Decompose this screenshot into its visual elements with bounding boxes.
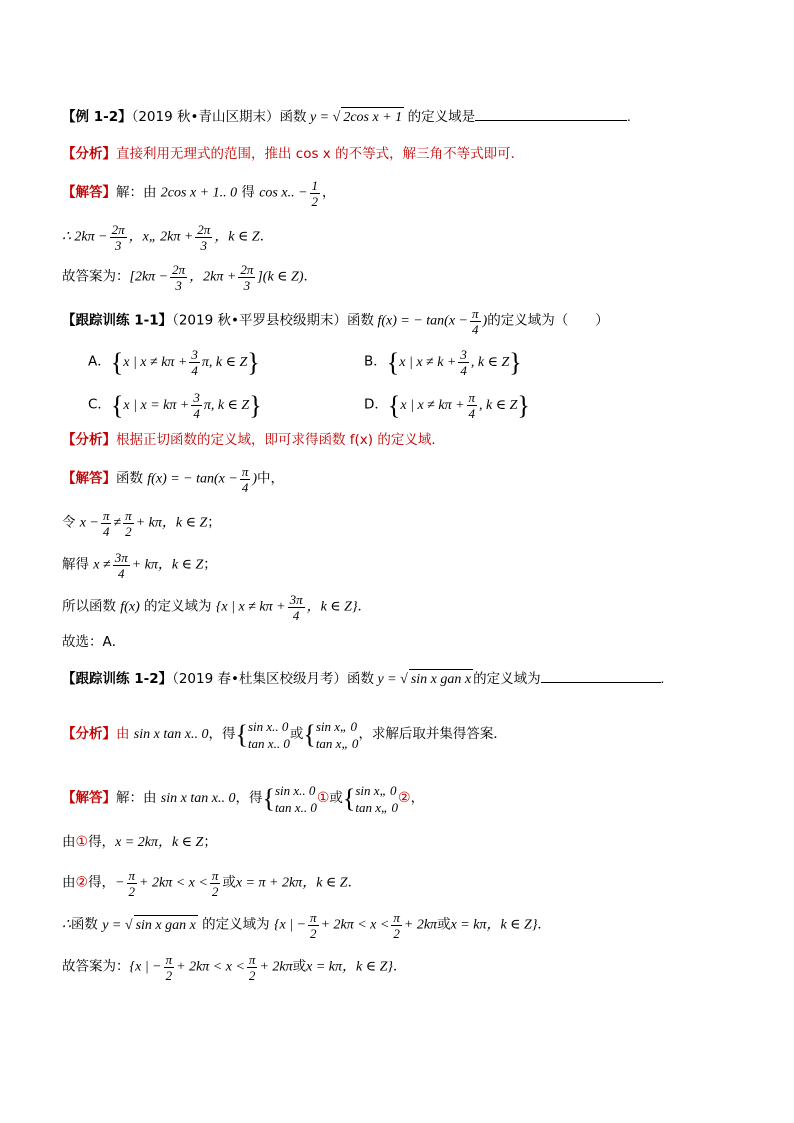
solution-2-line-2: 令 x − $\frac{\pi}{4}$ ≠ $\frac{\pi}{2}$ + kπ，k ∈ Z； bbox=[62, 508, 221, 539]
example-function: y = √ 2cos x + 1 bbox=[310, 110, 404, 125]
training-1-1-source: （2019 秋•平罗县校级期末） bbox=[172, 312, 347, 329]
solution-3-line-3: 由②得，− $\frac{\pi}{2}$ + 2kπ < x < $\frac{\pi}{2}$ 或x = π + 2kπ，k ∈ Z． bbox=[62, 868, 362, 899]
training-1-2-end: . bbox=[660, 672, 665, 687]
example-tail: 的定义域是 bbox=[407, 109, 476, 125]
solution-2-line-4: 所以函数 f(x) 的定义域为 {x | x ≠ kπ + $\frac{3\pi}{4}$ ，k ∈ Z}． bbox=[62, 592, 372, 623]
training-1-1-lead: 函数 bbox=[346, 312, 374, 329]
analysis-2-line bbox=[62, 430, 445, 451]
training-1-2-lead: 函数 bbox=[346, 671, 374, 687]
analysis-3-tag: 【分析】 bbox=[62, 726, 116, 743]
solution-3-line-5: 故答案为：{x | − $\frac{\pi}{2}$ + 2kπ < x < $\frac{\pi}{2}$ + 2kπ或x = kπ，k ∈ Z}． bbox=[62, 952, 407, 983]
training-1-2-function: y = √ sin x gan x bbox=[377, 672, 473, 687]
training-1-2-tag: 【跟踪训练 1-2】 bbox=[62, 671, 173, 687]
solution-2-line-1: 【解答】函数 f(x) = − tan(x − $\frac{\pi}{4}$ )中， bbox=[62, 464, 285, 495]
example-1-2-line bbox=[62, 106, 631, 128]
solution-3-tag: 【解答】 bbox=[62, 790, 116, 807]
training-1-1-tag: 【跟踪训练 1-1】 bbox=[62, 312, 173, 329]
analysis-2-text: 根据正切函数的定义域，即可求得函数 f(x) 的定义域． bbox=[116, 432, 445, 448]
example-lead: 函数 bbox=[279, 109, 307, 125]
solution-1-line-3: 故答案为：[2kπ − $\frac{2\pi}{3}$ ，2kπ + $\frac{2\pi}{3}$ ](k ∈ Z)． bbox=[62, 262, 317, 293]
training-1-2-tail: 的定义域为 bbox=[473, 671, 541, 687]
training-1-1-function: f(x) = − tan(x − bbox=[377, 313, 469, 329]
solution-2-conclusion: 故选：A． bbox=[62, 634, 126, 650]
solution-2-line-3: 解得 x ≠ $\frac{3\pi}{4}$ + kπ，k ∈ Z； bbox=[62, 550, 217, 581]
analysis-text: 直接利用无理式的范围，推出 cos x 的不等式，解三角不等式即可． bbox=[116, 146, 525, 162]
example-source: （2019 秋•青山区期末） bbox=[131, 109, 280, 125]
solution-2-tag: 【解答】 bbox=[62, 470, 116, 487]
option-b[interactable]: B．{x | x ≠ k + $\frac{3}{4}$ , k ∈ Z} bbox=[364, 347, 522, 378]
analysis-2-tag: 【分析】 bbox=[62, 432, 116, 448]
example-end: . bbox=[627, 110, 631, 125]
answer-blank bbox=[475, 106, 627, 121]
option-d[interactable]: D．{x | x ≠ kπ + $\frac{\pi}{4}$ , k ∈ Z} bbox=[364, 390, 530, 421]
example-tag: 【例 1-2】 bbox=[62, 109, 132, 125]
training-1-2-line bbox=[62, 668, 664, 690]
answer-blank-2 bbox=[541, 668, 661, 683]
training-1-1-line: 【跟踪训练 1-1】（2019 秋•平罗县校级期末）函数 f(x) = − tan(x − $\frac{\pi}{4}$ )的定义域为（ ） bbox=[62, 306, 609, 337]
solution-3-line-2: 由①得，x = 2kπ，k ∈ Z； bbox=[62, 834, 217, 850]
solution-1-line-1: 【解答】解：由 2cos x + 1.. 0 得 cos x.. − $\frac{1}{2}$ ， bbox=[62, 178, 336, 209]
solution-3-line-1: 【解答】解：由 sin x tan x.. 0，得{sin x.. 0 tan x.. 0①或{sin x„ 0 tan x„ 0②， bbox=[62, 783, 425, 815]
analysis-3-line: 【分析】由 sin x tan x.. 0，得{sin x.. 0 tan x.. 0或{sin x„ 0 tan x„ 0，求解后取并集得答案． bbox=[62, 719, 507, 751]
solution-2-line-5 bbox=[62, 632, 125, 653]
training-1-1-tail: 的定义域为（ ） bbox=[487, 312, 609, 329]
option-a[interactable]: A．{x | x ≠ kπ + $\frac{3}{4}$ π, k ∈ Z} bbox=[88, 347, 260, 378]
analysis-1-line bbox=[62, 144, 524, 165]
option-c[interactable]: C．{x | x = kπ + $\frac{3}{4}$ π, k ∈ Z} bbox=[88, 390, 262, 421]
solution-tag: 【解答】 bbox=[62, 184, 116, 201]
training-1-2-source: （2019 春•杜集区校级月考） bbox=[172, 671, 347, 687]
analysis-tag: 【分析】 bbox=[62, 146, 116, 162]
solution-3-line-4: ∴函数 y = √ sin x gan x 的定义域为 {x | − $\frac{\pi}{2}$ + 2kπ < x < $\frac{\pi}{2}$ + 2kπ或x = kπ，k ∈ Z}． bbox=[62, 910, 551, 941]
solution-1-line-2: ∴ 2kπ − $\frac{2\pi}{3}$ ，x„ 2kπ + $\frac{2\pi}{3}$ ，k ∈ Z． bbox=[62, 222, 274, 253]
